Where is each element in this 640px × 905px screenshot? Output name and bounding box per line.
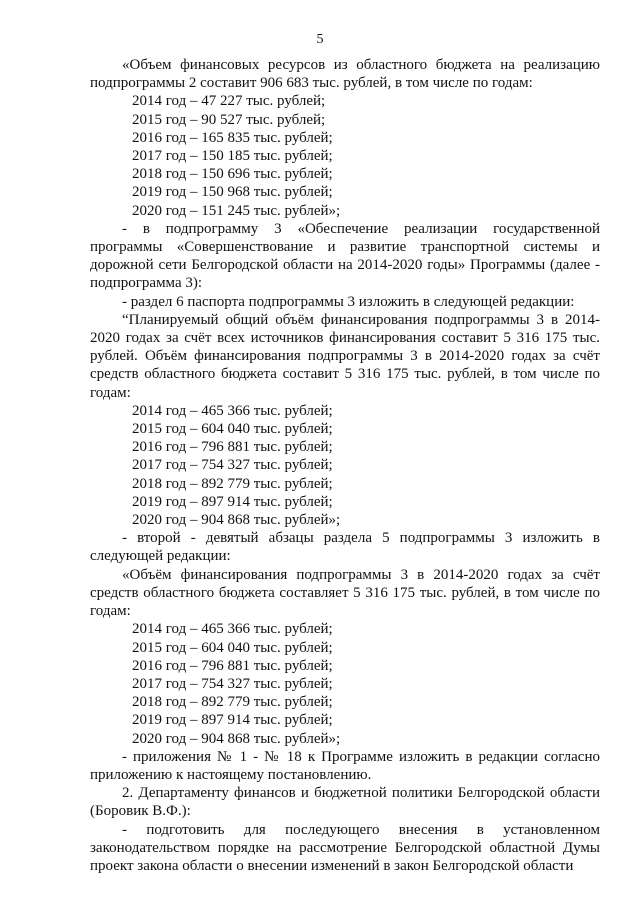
paragraph: - приложения № 1 - № 18 к Программе изложить в редакции согласно приложению к настоящему постановлению. — [90, 748, 600, 783]
budget-year-line: 2020 год – 904 868 тыс. рублей»; — [132, 730, 341, 747]
budget-year-line: 2018 год – 892 779 тыс. рублей; — [132, 475, 333, 492]
budget-year-line: 2016 год – 796 881 тыс. рублей; — [132, 657, 333, 674]
budget-year-line: 2015 год – 90 527 тыс. рублей; — [132, 111, 326, 128]
paragraph: 2. Департаменту финансов и бюджетной политики Белгородской области (Боровик В.Ф.): — [90, 785, 600, 820]
budget-year-line: 2015 год – 604 040 тыс. рублей; — [132, 421, 333, 438]
paragraph: - в подпрограмму 3 «Обеспечение реализации государственной программы «Совершенствование и развитие транспортной системы и дорожной сети Белгородской области на 2014-2020 годы» Программы (далее - подпрограмма 3): — [90, 220, 600, 292]
budget-year-line: 2019 год – 897 914 тыс. рублей; — [132, 712, 333, 729]
document-body — [90, 56, 600, 875]
budget-year-line: 2014 год – 465 366 тыс. рублей; — [132, 621, 333, 638]
paragraph: - подготовить для последующего внесения в установленном законодательством порядке на рассмотрение Белгородской областной Думы проект закона области о внесении изменений в закон Белгородской области — [90, 821, 600, 874]
budget-year-line: 2020 год – 904 868 тыс. рублей»; — [132, 512, 341, 529]
budget-year-line: 2016 год – 796 881 тыс. рублей; — [132, 439, 333, 456]
budget-year-line: 2019 год – 150 968 тыс. рублей; — [132, 184, 333, 201]
budget-year-line: 2016 год – 165 835 тыс. рублей; — [132, 129, 333, 146]
budget-year-line: 2019 год – 897 914 тыс. рублей; — [132, 493, 333, 510]
budget-year-line: 2017 год – 754 327 тыс. рублей; — [132, 675, 333, 692]
paragraph: - второй - девятый абзацы раздела 5 подпрограммы 3 изложить в следующей редакции: — [90, 530, 600, 565]
budget-year-line: 2020 год – 151 245 тыс. рублей»; — [132, 202, 341, 219]
budget-year-line: 2014 год – 465 366 тыс. рублей; — [132, 402, 333, 419]
paragraph: “Планируемый общий объём финансирования подпрограммы 3 в 2014-2020 годах за счёт всех источников финансирования составит 5 316 175 тыс. рублей. Объём финансирования подпрограммы 3 в 2014-2020 годах за счёт средств областного бюджета составит 5 316 175 тыс. рублей, в том числе по годам: — [90, 311, 600, 401]
paragraph: «Объём финансирования подпрограммы 3 в 2014-2020 годах за счёт средств областного бюджета составляет 5 316 175 тыс. рублей, в том числе по годам: — [90, 566, 600, 620]
budget-year-line: 2018 год – 150 696 тыс. рублей; — [132, 166, 333, 183]
paragraph: «Объем финансовых ресурсов из областного бюджета на реализацию подпрограммы 2 составит 906 683 тыс. рублей, в том числе по годам: — [90, 57, 600, 92]
paragraph: - раздел 6 паспорта подпрограммы 3 изложить в следующей редакции: — [122, 293, 575, 310]
page-number: 5 — [316, 32, 324, 47]
budget-year-line: 2014 год – 47 227 тыс. рублей; — [132, 93, 326, 110]
budget-year-line: 2015 год – 604 040 тыс. рублей; — [132, 639, 333, 656]
budget-year-line: 2017 год – 754 327 тыс. рублей; — [132, 457, 333, 474]
budget-year-line: 2018 год – 892 779 тыс. рублей; — [132, 694, 333, 711]
budget-year-line: 2017 год – 150 185 тыс. рублей; — [132, 148, 333, 165]
